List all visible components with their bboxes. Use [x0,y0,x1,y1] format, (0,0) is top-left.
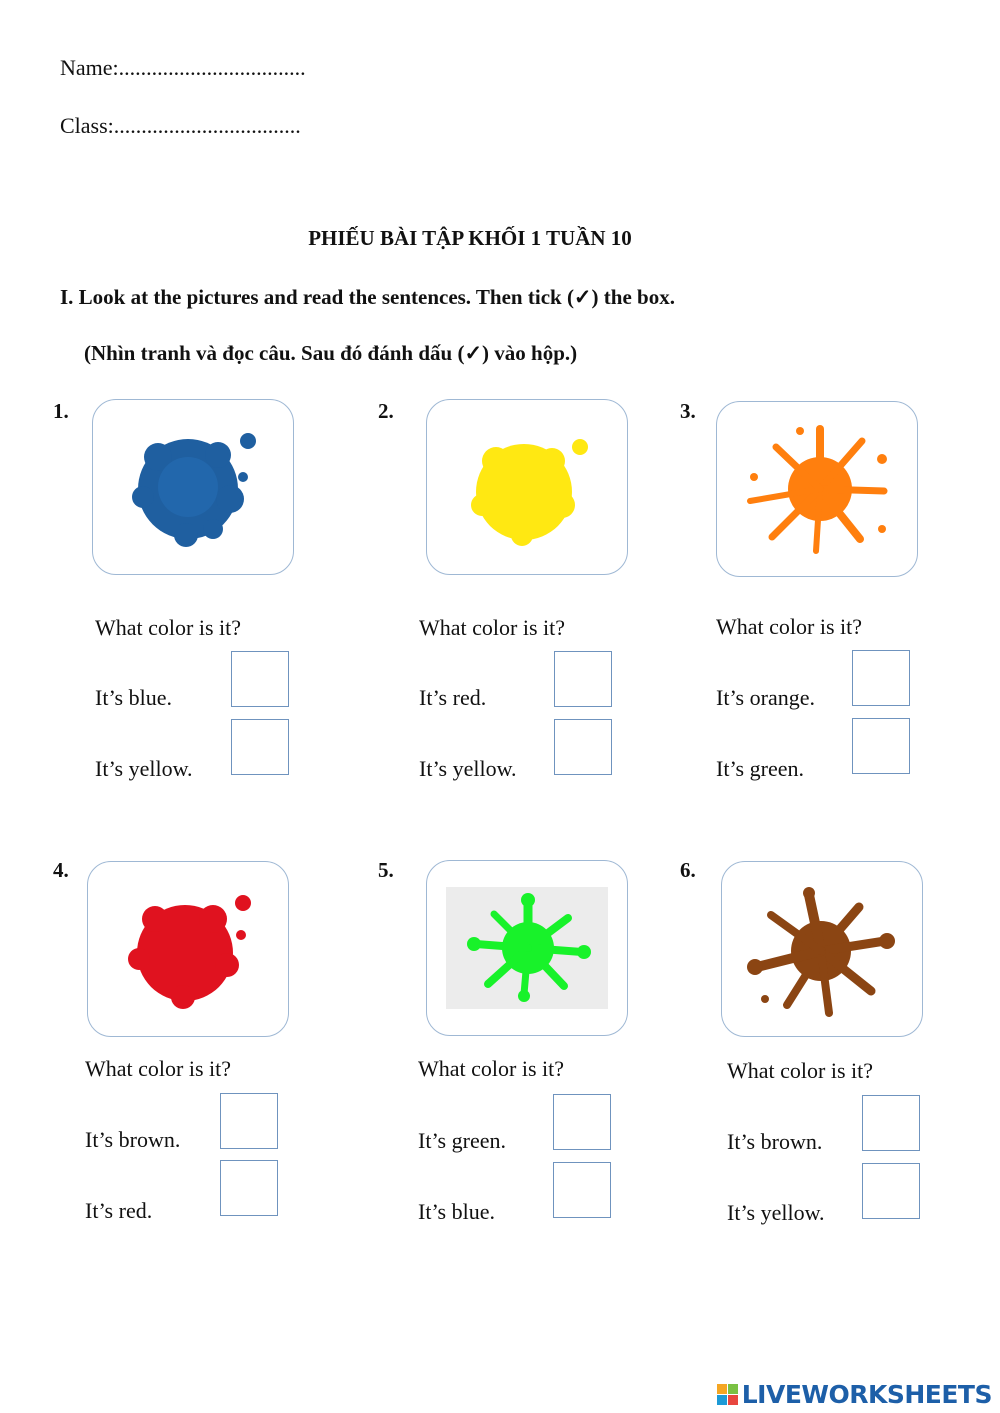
instruction-english: I. Look at the pictures and read the sentences. Then tick (✓) the box. [60,285,675,309]
tick-box[interactable] [554,719,612,775]
question: What color is it? [418,1056,565,1081]
answer-option: It’s green. [716,756,804,781]
instruction-vietnamese: (Nhìn tranh và đọc câu. Sau đó đánh dấu (✓) vào hộp.) [84,341,578,365]
brown-paint-splash-icon [747,879,897,1019]
answer-option: It’s brown. [727,1129,823,1154]
exercise-number: 6. [680,858,696,882]
tick-box[interactable] [231,719,289,775]
question: What color is it? [85,1056,232,1081]
answer-option: It’s yellow. [419,756,517,781]
exercise-4-picture [87,861,289,1037]
tick-box[interactable] [852,650,910,706]
green-paint-splash-icon [452,878,602,1018]
yellow-paint-splash-icon [452,417,602,557]
name-field[interactable]: Name:.................................. [60,55,306,80]
question: What color is it? [727,1058,874,1083]
tick-box[interactable] [862,1095,920,1151]
question: What color is it? [95,615,242,640]
exercise-number: 5. [378,858,394,882]
tick-box[interactable] [220,1093,278,1149]
orange-paint-splash-icon [742,419,892,559]
question: What color is it? [716,614,863,639]
question: What color is it? [419,615,566,640]
answer-option: It’s red. [419,685,487,710]
tick-box[interactable] [553,1094,611,1150]
class-field[interactable]: Class:.................................. [60,113,301,138]
answer-option: It’s orange. [716,685,815,710]
exercise-number: 3. [680,399,696,423]
answer-option: It’s green. [418,1128,506,1153]
tick-box[interactable] [852,718,910,774]
tick-box[interactable] [231,651,289,707]
liveworksheets-logo-icon [717,1384,738,1405]
exercise-number: 2. [378,399,394,423]
blue-paint-splash-icon [118,417,268,557]
exercise-number: 1. [53,399,69,423]
exercise-3-picture [716,401,918,577]
red-paint-splash-icon [113,879,263,1019]
brand-name: LIVEWORKSHEETS [741,1379,992,1409]
tick-box[interactable] [862,1163,920,1219]
tick-box[interactable] [220,1160,278,1216]
exercise-1-picture [92,399,294,575]
answer-option: It’s yellow. [95,756,193,781]
answer-option: It’s blue. [418,1199,495,1224]
tick-box[interactable] [553,1162,611,1218]
answer-option: It’s red. [85,1198,153,1223]
answer-option: It’s brown. [85,1127,181,1152]
tick-box[interactable] [554,651,612,707]
exercise-number: 4. [53,858,69,882]
worksheet-title: PHIẾU BÀI TẬP KHỐI 1 TUẦN 10 [308,226,632,250]
exercise-5-picture [426,860,628,1036]
exercise-6-picture [721,861,923,1037]
answer-option: It’s yellow. [727,1200,825,1225]
answer-option: It’s blue. [95,685,172,710]
liveworksheets-brand [717,1381,992,1407]
exercise-2-picture [426,399,628,575]
